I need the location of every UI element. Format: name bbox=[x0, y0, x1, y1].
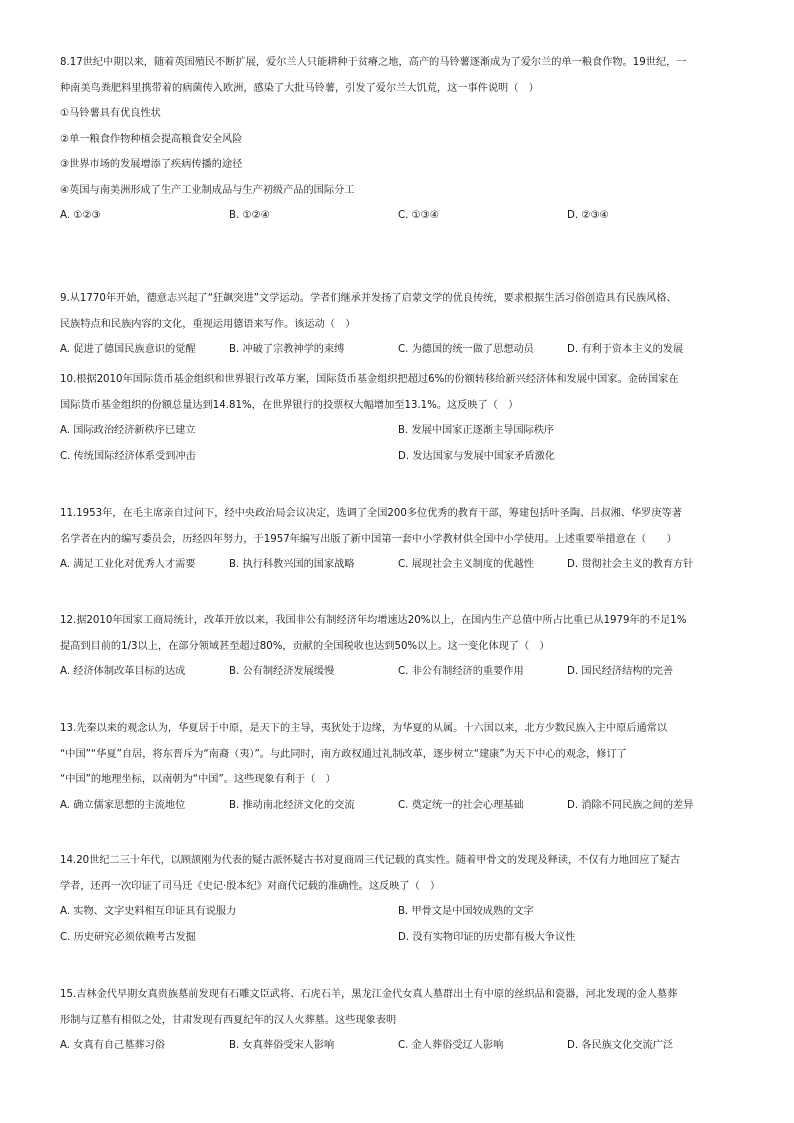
question-stem-line: 种南美鸟粪肥料里携带着的病菌传入欧洲，感染了大批马铃薯，引发了爱尔兰大饥荒，这一事件说明（ ） bbox=[60, 82, 539, 94]
option-c[interactable]: C. 金人葬俗受辽人影响 bbox=[398, 1040, 504, 1051]
question-stem-line: 8.17世纪中期以来，随着英国殖民不断扩展，爱尔兰人只能耕种于贫瘠之地，高产的马铃薯逐渐成为了爱尔兰的单一粮食作物。19世纪，一 bbox=[60, 57, 687, 68]
options-row bbox=[60, 899, 744, 925]
statement-item: ①马铃薯具有优良性状 bbox=[60, 108, 161, 119]
options-row bbox=[60, 444, 744, 470]
option-a[interactable]: A. 国际政治经济新秩序已建立 bbox=[60, 425, 196, 436]
option-d[interactable]: D. 各民族文化交流广泛 bbox=[567, 1040, 674, 1051]
option-c[interactable]: C. 非公有制经济的重要作用 bbox=[398, 666, 524, 677]
option-b[interactable]: B. 甲骨文是中国较成熟的文字 bbox=[398, 906, 534, 917]
options-row bbox=[60, 793, 744, 819]
statement-item: ②单一粮食作物种植会提高粮食安全风险 bbox=[60, 133, 243, 145]
option-d[interactable]: D. 消除不同民族之间的差异 bbox=[567, 799, 694, 811]
question-8 bbox=[60, 50, 744, 229]
question-stem-line: “中国”的地理坐标，以南朝为“中国”。这些现象有利于（ ） bbox=[60, 774, 336, 785]
option-d[interactable]: D. ②③④ bbox=[567, 210, 609, 221]
options-row bbox=[60, 552, 744, 578]
option-c[interactable]: C. ①③④ bbox=[398, 210, 439, 221]
question-stem-line: 学者，还再一次印证了司马迁《史记·殷本纪》对商代记载的准确性。这反映了（ ） bbox=[60, 880, 441, 892]
question-stem-line: 15.吉林金代早期女真贵族墓前发现有石雕文臣武将、石虎石羊，黑龙江金代女真人墓群出土有中原的丝织品和瓷器，河北发现的金人墓葬 bbox=[60, 989, 678, 1000]
option-a[interactable]: A. ①②③ bbox=[60, 210, 101, 221]
question-10 bbox=[60, 367, 744, 469]
option-b[interactable]: B. 发展中国家正逐渐主导国际秩序 bbox=[398, 425, 555, 436]
option-a[interactable]: A. 确立儒家思想的主流地位 bbox=[60, 799, 186, 811]
option-d[interactable]: D. 有利于资本主义的发展 bbox=[567, 344, 684, 355]
option-a[interactable]: A. 促进了德国民族意识的觉醒 bbox=[60, 344, 196, 355]
question-stem-line: 提高到目前的1/3以上，在部分领域甚至超过80%，贡献的全国税收也达到50%以上。这一变化体现了（ ） bbox=[60, 640, 550, 652]
options-row bbox=[60, 925, 744, 951]
question-15 bbox=[60, 982, 744, 1059]
option-b[interactable]: B. 公有制经济发展缓慢 bbox=[229, 666, 335, 677]
question-stem-line: 12.据2010年国家工商局统计，改革开放以来，我国非公有制经济年均增速达20%以上，在国内生产总值中所占比重已从1979年的不足1% bbox=[60, 615, 687, 626]
option-c[interactable]: C. 奠定统一的社会心理基础 bbox=[398, 799, 524, 811]
question-stem-line: 国际货币基金组织的份额总量达到14.81%，在世界银行的投票权大幅增加至13.1%。这反映了（ ） bbox=[60, 399, 519, 411]
option-b[interactable]: B. 执行科教兴国的国家战略 bbox=[229, 559, 355, 570]
options-row bbox=[60, 337, 744, 363]
option-d[interactable]: D. 发达国家与发展中国家矛盾激化 bbox=[398, 450, 555, 462]
option-c[interactable]: C. 展现社会主义制度的优越性 bbox=[398, 559, 534, 570]
options-row bbox=[60, 418, 744, 444]
option-c[interactable]: C. 历史研究必须依赖考古发掘 bbox=[60, 931, 196, 943]
option-b[interactable]: B. ①②④ bbox=[229, 210, 270, 221]
options-row bbox=[60, 659, 744, 685]
option-a[interactable]: A. 满足工业化对优秀人才需要 bbox=[60, 559, 196, 570]
options-row bbox=[60, 203, 744, 229]
option-c[interactable]: C. 传统国际经济体系受到冲击 bbox=[60, 450, 196, 462]
option-c[interactable]: C. 为德国的统一做了思想动员 bbox=[398, 344, 534, 355]
question-stem-line: 10.根据2010年国际货币基金组织和世界银行改革方案，国际货币基金组织把超过6%的份额转移给新兴经济体和发展中国家。金砖国家在 bbox=[60, 374, 679, 385]
question-13 bbox=[60, 716, 744, 818]
option-a[interactable]: A. 经济体制改革目标的达成 bbox=[60, 666, 186, 677]
statement-item: ③世界市场的发展增添了疾病传播的途径 bbox=[60, 159, 243, 170]
option-b[interactable]: B. 冲破了宗教神学的束缚 bbox=[229, 344, 345, 355]
option-d[interactable]: D. 国民经济结构的完善 bbox=[567, 666, 674, 677]
statement-item: ④英国与南美洲形成了生产工业制成品与生产初级产品的国际分工 bbox=[60, 184, 355, 196]
question-stem-line: 13.先秦以来的观念认为，华夏居于中原，是天下的主导，夷狄处于边缘，为华夏的从属。十六国以来，北方少数民族入主中原后通常以 bbox=[60, 723, 668, 734]
question-stem-line: 名学者在内的编写委员会，历经四年努力，于1957年编写出版了新中国第一套中小学教材供全国中小学使用。上述重要举措意在（ ） bbox=[60, 533, 677, 545]
question-12 bbox=[60, 608, 744, 685]
question-stem-line: 形制与辽墓有相似之处，甘肃发现有西夏纪年的汉人火葬墓。这些现象表明 bbox=[60, 1014, 397, 1026]
question-stem-line: 9.从1770年开始，德意志兴起了“狂飙突进”文学运动。学者们继承并发扬了启蒙文学的优良传统，要求根据生活习俗创造具有民族风格、 bbox=[60, 293, 677, 304]
question-14 bbox=[60, 848, 744, 950]
option-d[interactable]: D. 贯彻社会主义的教育方针 bbox=[567, 559, 694, 570]
question-stem-line: 14.20世纪二三十年代，以顾颉刚为代表的疑古派怀疑古书对夏商周三代记载的真实性。随着甲骨文的发现及释读，不仅有力地回应了疑古 bbox=[60, 855, 681, 866]
question-11 bbox=[60, 501, 744, 578]
question-9 bbox=[60, 286, 744, 363]
option-b[interactable]: B. 推动南北经济文化的交流 bbox=[229, 799, 355, 811]
option-a[interactable]: A. 女真有自己墓葬习俗 bbox=[60, 1040, 165, 1051]
option-a[interactable]: A. 实物、文字史料相互印证具有说服力 bbox=[60, 906, 237, 917]
question-stem-line: 民族特点和民族内容的文化，重视运用德语来写作。该运动（ ） bbox=[60, 318, 356, 330]
question-stem-line: 11.1953年，在毛主席亲自过问下，经中央政治局会议决定，选调了全国200多位优秀的教育干部，筹建包括叶圣陶、吕叔湘、华罗庚等著 bbox=[60, 508, 682, 519]
options-row bbox=[60, 1033, 744, 1059]
question-stem-line: “中国”“华夏”自居，将东晋斥为“南裔（夷）”。与此同时，南方政权通过礼制改革，逐步树立“建康”为天下中心的观念，修订了 bbox=[60, 748, 627, 760]
option-b[interactable]: B. 女真葬俗受宋人影响 bbox=[229, 1040, 335, 1051]
option-d[interactable]: D. 没有实物印证的历史都有极大争议性 bbox=[398, 931, 576, 943]
